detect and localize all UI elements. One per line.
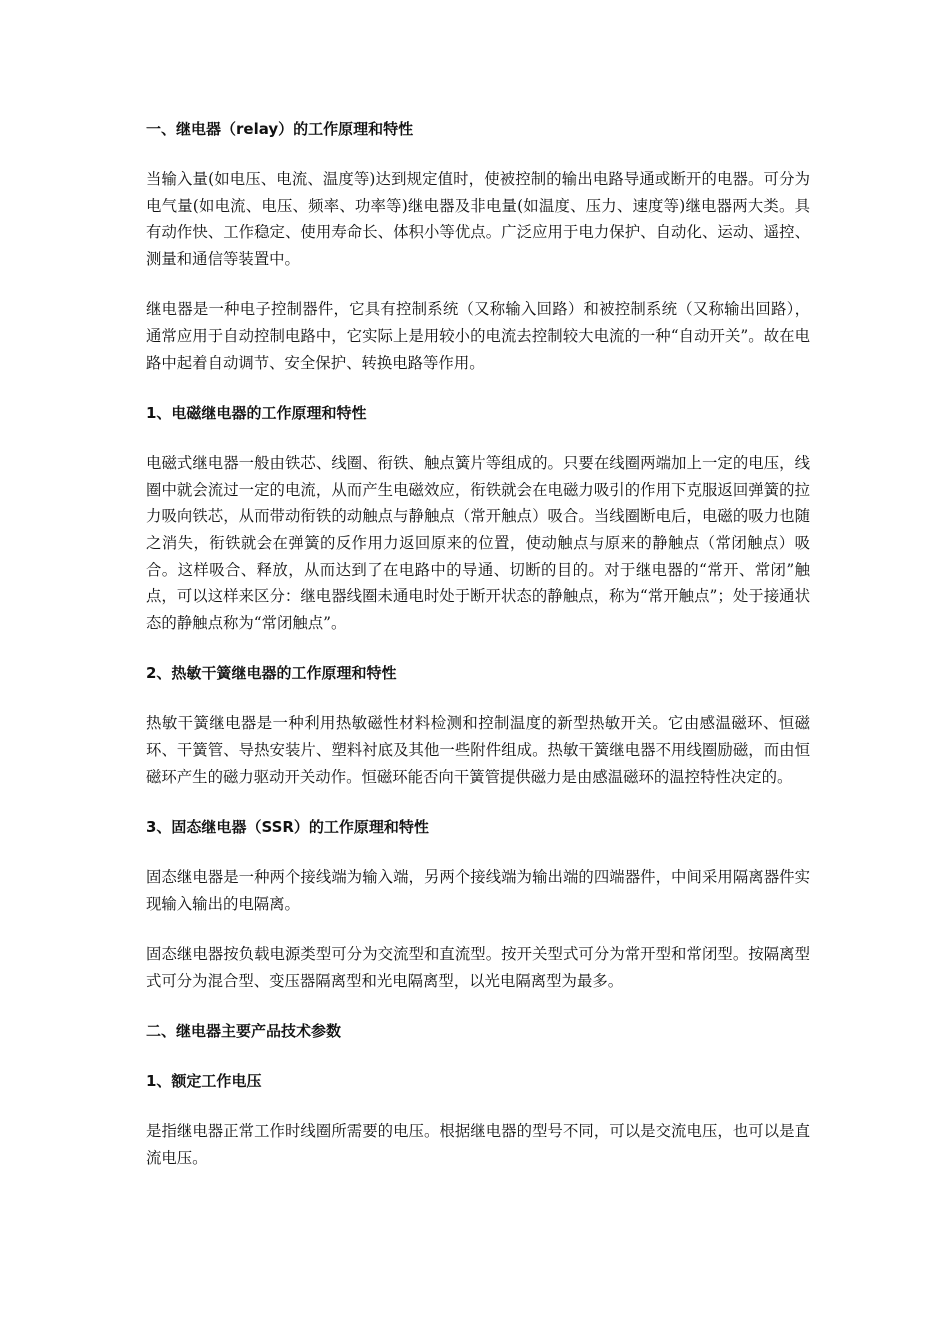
paragraph-relay-control: 继电器是一种电子控制器件，它具有控制系统（又称输入回路）和被控制系统（又称输出回路），通常应用于自动控制电路中，它实际上是用较小的电流去控制较大电流的一种“自动开关”。故在电路中起着自动调节、安全保护、转换电路等作用。	[146, 300, 810, 372]
section-heading-relay-parameters: 二、继电器主要产品技术参数	[146, 1022, 342, 1041]
paragraph-relay-definition: 当输入量(如电压、电流、温度等)达到规定值时，使被控制的输出电路导通或断开的电器。可分为电气量(如电流、电压、频率、功率等)继电器及非电量(如温度、压力、速度等)继电器两大类。具有动作快、工作稳定、使用寿命长、体积小等优点。广泛应用于电力保护、自动化、运动、遥控、测量和通信等装置中。	[146, 170, 810, 268]
subheading-electromagnetic-relay: 1、电磁继电器的工作原理和特性	[146, 404, 367, 423]
section-heading-relay-principle: 一、继电器（relay）的工作原理和特性	[146, 120, 414, 138]
subheading-solid-state-relay: 3、固态继电器（SSR）的工作原理和特性	[146, 818, 429, 837]
paragraph-rated-voltage: 是指继电器正常工作时线圈所需要的电压。根据继电器的型号不同，可以是交流电压，也可以是直流电压。	[146, 1122, 810, 1168]
paragraph-electromagnetic-relay: 电磁式继电器一般由铁芯、线圈、衔铁、触点簧片等组成的。只要在线圈两端加上一定的电压，线圈中就会流过一定的电流，从而产生电磁效应，衔铁就会在电磁力吸引的作用下克服返回弹簧的拉力吸向铁芯，从而带动衔铁的动触点与静触点（常开触点）吸合。当线圈断电后，电磁的吸力也随之消失，衔铁就会在弹簧的反作用力返回原来的位置，使动触点与原来的静触点（常闭触点）吸合。这样吸合、释放，从而达到了在电路中的导通、切断的目的。对于继电器的“常开、常闭”触点，可以这样来区分：继电器线圈未通电时处于断开状态的静触点，称为“常开触点”；处于接通状态的静触点称为“常闭触点”。	[146, 454, 810, 632]
subheading-rated-voltage: 1、额定工作电压	[146, 1072, 262, 1091]
document-page	[146, 116, 810, 1172]
paragraph-thermal-reed-relay: 热敏干簧继电器是一种利用热敏磁性材料检测和控制温度的新型热敏开关。它由感温磁环、恒磁环、干簧管、导热安装片、塑料衬底及其他一些附件组成。热敏干簧继电器不用线圈励磁，而由恒磁环产生的磁力驱动开关动作。恒磁环能否向干簧管提供磁力是由感温磁环的温控特性决定的。	[146, 714, 810, 786]
paragraph-ssr-types: 固态继电器按负载电源类型可分为交流型和直流型。按开关型式可分为常开型和常闭型。按隔离型式可分为混合型、变压器隔离型和光电隔离型，以光电隔离型为最多。	[146, 945, 810, 990]
paragraph-ssr-structure: 固态继电器是一种两个接线端为输入端，另两个接线端为输出端的四端器件，中间采用隔离器件实现输入输出的电隔离。	[146, 868, 810, 913]
subheading-thermal-reed-relay: 2、热敏干簧继电器的工作原理和特性	[146, 664, 397, 683]
